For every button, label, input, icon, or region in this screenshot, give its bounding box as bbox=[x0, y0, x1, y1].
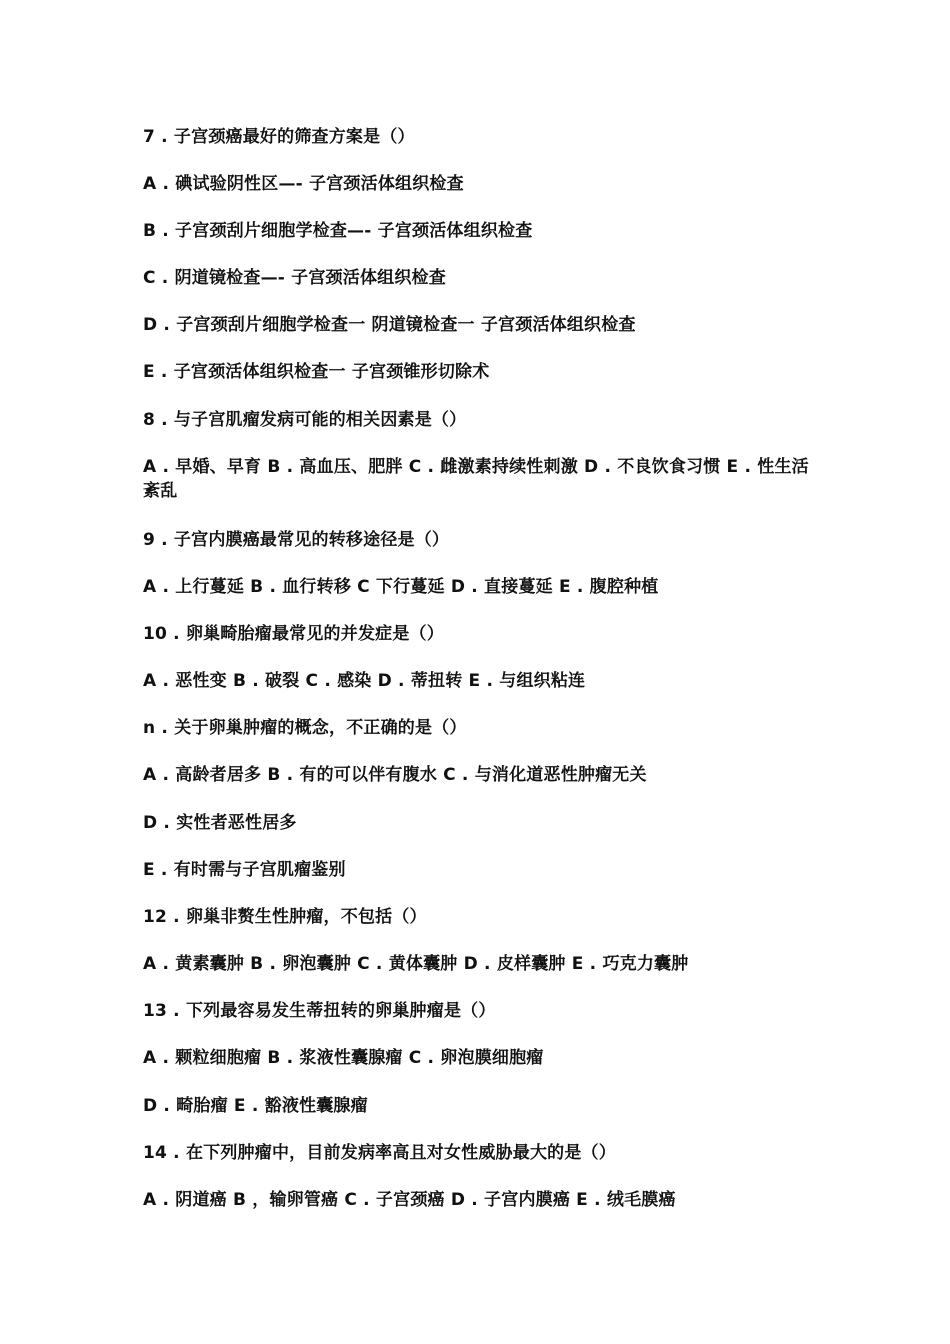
question-14-options: A . 阴道癌 B ，输卵管癌 C . 子宫颈癌 D . 子宫内膜癌 E . 绒毛膜癌 bbox=[143, 1190, 676, 1210]
question-11-option-d: D . 实性者恶性居多 bbox=[143, 813, 297, 833]
question-13: 13 . 下列最容易发生蒂扭转的卵巢肿瘤是（） bbox=[143, 1001, 496, 1021]
question-7-option-c: C . 阴道镜检查—- 子宫颈活体组织检查 bbox=[143, 268, 446, 288]
question-12: 12 . 卵巢非赘生性肿瘤，不包括（） bbox=[143, 907, 427, 927]
question-7-option-d: D . 子宫颈刮片细胞学检查一 阴道镜检查一 子宫颈活体组织检查 bbox=[143, 315, 636, 335]
question-11-option-e: E . 有时需与子宫肌瘤鉴别 bbox=[143, 860, 346, 880]
question-7-option-e: E . 子宫颈活体组织检查一 子宫颈锥形切除术 bbox=[143, 362, 490, 382]
question-11-options-abc: A . 高龄者居多 B . 有的可以伴有腹水 C . 与消化道恶性肿瘤无关 bbox=[143, 765, 647, 785]
question-9-options: A . 上行蔓延 B . 血行转移 C 下行蔓延 D . 直接蔓延 E . 腹腔种植 bbox=[143, 577, 659, 597]
question-7-option-b: B . 子宫颈刮片细胞学检查—- 子宫颈活体组织检查 bbox=[143, 221, 533, 241]
question-10-options: A . 恶性变 B . 破裂 C . 感染 D . 蒂扭转 E . 与组织粘连 bbox=[143, 671, 586, 691]
question-8: 8 . 与子宫肌瘤发病可能的相关因素是（） bbox=[143, 410, 467, 430]
question-12-options: A . 黄素囊肿 B . 卵泡囊肿 C . 黄体囊肿 D . 皮样囊肿 E . 巧克力囊肿 bbox=[143, 954, 689, 974]
question-9: 9 . 子宫内膜癌最常见的转移途径是（） bbox=[143, 530, 450, 550]
question-14: 14 . 在下列肿瘤中，目前发病率高且对女性威胁最大的是（） bbox=[143, 1143, 616, 1163]
question-7: 7 . 子宫颈癌最好的筛查方案是（） bbox=[143, 127, 415, 147]
question-7-option-a: A . 碘试验阴性区—- 子宫颈活体组织检查 bbox=[143, 174, 464, 194]
question-10: 10 . 卵巢畸胎瘤最常见的并发症是（） bbox=[143, 624, 444, 644]
question-8-options: A . 早婚、早育 B . 高血压、肥胖 C . 雌激素持续性刺激 D . 不良饮食习惯 E . 性生活紊乱 bbox=[143, 457, 809, 501]
question-11: n . 关于卵巢肿瘤的概念，不正确的是（） bbox=[143, 718, 467, 738]
question-13-options-de: D . 畸胎瘤 E . 豁液性囊腺瘤 bbox=[143, 1096, 368, 1116]
question-13-options-abc: A . 颗粒细胞瘤 B . 浆液性囊腺瘤 C . 卵泡膜细胞瘤 bbox=[143, 1048, 544, 1068]
